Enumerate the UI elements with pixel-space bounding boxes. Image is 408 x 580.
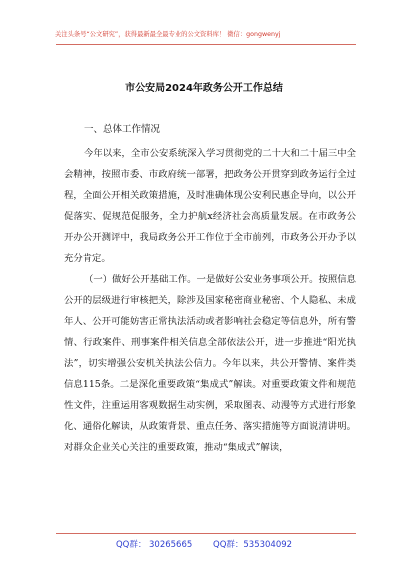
- header-divider: [56, 44, 356, 45]
- section-heading: 一、总体工作情况: [84, 124, 161, 135]
- footer-qq-group-1: QQ群： 30265665: [115, 540, 193, 550]
- footer-qq-group-2: QQ群：535304092: [213, 540, 293, 550]
- body-paragraph: （一）做好公开基础工作。一是做好公安业务事项公开。按照信息公开的层级进行审核把关，除涉及国家秘密商业秘密、个人隐私、未成年人、公开可能妨害正常执法活动或者影响社会稳定等信息外，所有警情、行政案件、刑事案件相关信息全部依法公开，进一步推进“阳光执法”，切实增强公安机关执法公信力。今年以来，共公开警情、案件类信息115条。二是深化重要政策“集成式”解读。对重要政策文件和规范性文件，注重运用客观数据生动实例，采取图表、动漫等方式进行形象化、通俗化解读，从政策背景、重点任务、落实措施等方面说清讲明。对群众企业关心关注的重要政策，推动“集成式”解读，: [64, 274, 356, 453]
- footer-contact: [0, 538, 408, 550]
- header-promo-note: 关注头条号“公文研究”，获得最新最全最专业的公文资料库！ 微信：gongwenyj: [55, 31, 281, 38]
- document-title: 市公安局2024年政务公开工作总结: [125, 83, 283, 94]
- footer-divider: [56, 533, 356, 534]
- body-paragraph: 今年以来，全市公安系统深入学习贯彻党的二十大和二十届三中全会精神，按照市委、市政府统一部署，把政务公开贯穿到政务运行全过程，全面公开相关政策措施，及时准确体现公安利民惠企导向，以公开促落实、促规范促服务，全力护航x经济社会高质量发展。在市政务公开办公开测评中，我局政务公开工作位于全市前列，市政务公开办予以充分肯定。: [64, 148, 356, 264]
- document-body: [64, 143, 356, 458]
